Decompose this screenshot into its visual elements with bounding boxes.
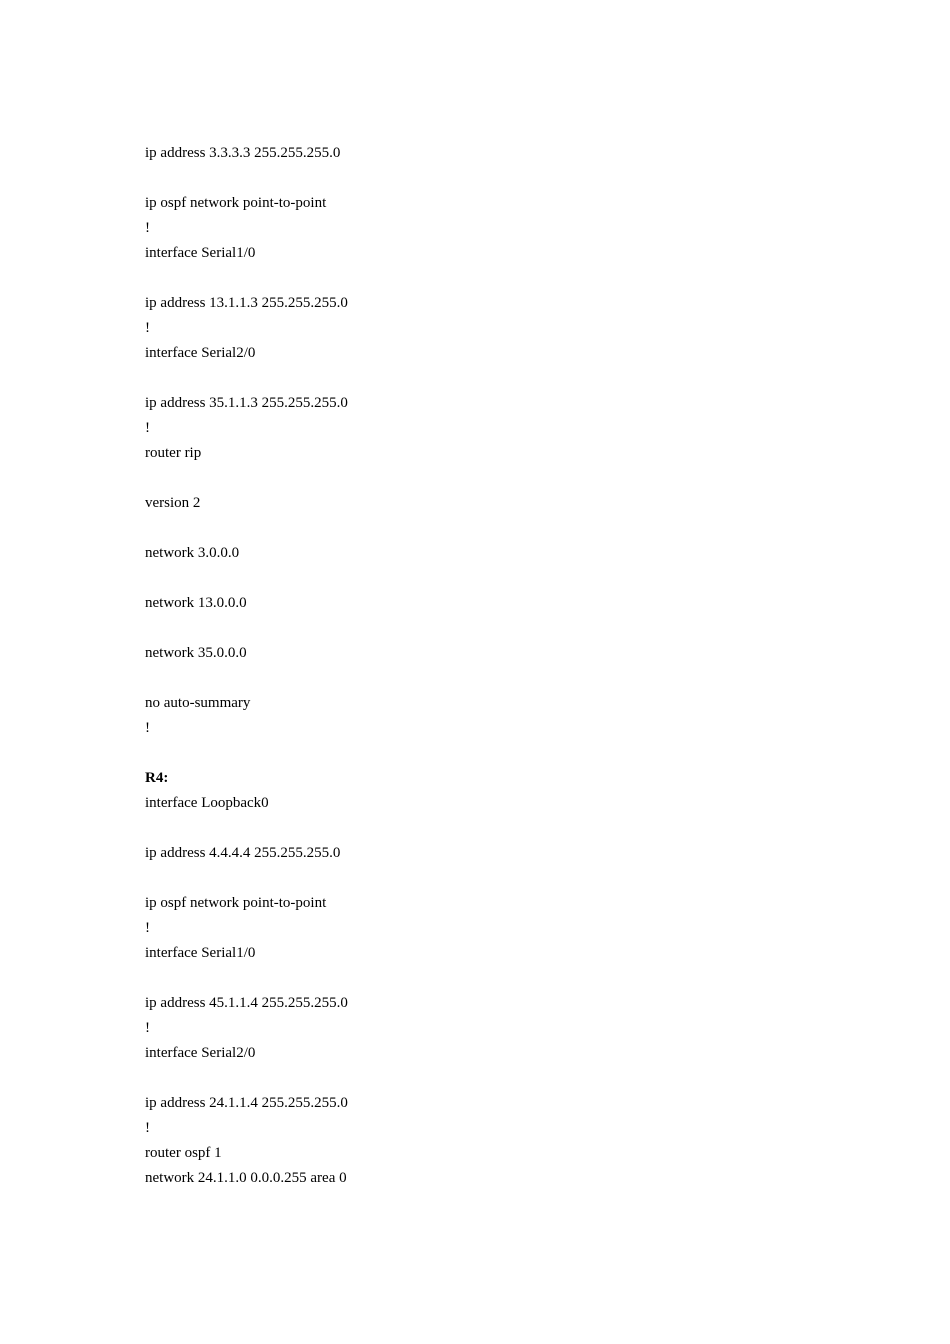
blank-line: [145, 668, 845, 693]
blank-line: [145, 518, 845, 543]
blank-line: [145, 568, 845, 593]
text-line: network 3.0.0.0: [145, 545, 240, 561]
separator-line: !: [145, 1020, 150, 1036]
text-line: ip address 13.1.1.3 255.255.255.0: [145, 295, 348, 311]
text-line: ip address 35.1.1.3 255.255.255.0: [145, 395, 348, 411]
blank-line: [145, 743, 845, 768]
text-line: ip ospf network point-to-point: [145, 195, 327, 211]
text-line: no auto-summary: [145, 695, 251, 711]
text-line: ip address 45.1.1.4 255.255.255.0: [145, 995, 348, 1011]
blank-line: [145, 168, 845, 193]
text-line: ip address 3.3.3.3 255.255.255.0: [145, 145, 341, 161]
separator-line: !: [145, 420, 150, 436]
separator-line: !: [145, 920, 150, 936]
blank-line: [145, 968, 845, 993]
text-line: interface Serial2/0: [145, 1045, 256, 1061]
text-line: ip address 24.1.1.4 255.255.255.0: [145, 1095, 348, 1111]
text-line: ip address 4.4.4.4 255.255.255.0: [145, 845, 341, 861]
text-line: network 13.0.0.0: [145, 595, 247, 611]
separator-line: !: [145, 1120, 150, 1136]
separator-line: !: [145, 220, 150, 236]
separator-line: !: [145, 720, 150, 736]
blank-line: [145, 368, 845, 393]
text-line: interface Serial2/0: [145, 345, 256, 361]
separator-line: !: [145, 320, 150, 336]
text-line: interface Serial1/0: [145, 245, 256, 261]
text-line: router ospf 1: [145, 1145, 222, 1161]
blank-line: [145, 1068, 845, 1093]
section-heading: R4:: [145, 770, 169, 786]
text-line: ip ospf network point-to-point: [145, 895, 327, 911]
text-line: interface Loopback0: [145, 795, 269, 811]
text-line: router rip: [145, 445, 202, 461]
blank-line: [145, 868, 845, 893]
blank-line: [145, 468, 845, 493]
document-body: [145, 143, 845, 1193]
text-line: network 35.0.0.0: [145, 645, 247, 661]
blank-line: [145, 818, 845, 843]
text-line: interface Serial1/0: [145, 945, 256, 961]
text-line: version 2: [145, 495, 201, 511]
blank-line: [145, 268, 845, 293]
blank-line: [145, 618, 845, 643]
text-line: network 24.1.1.0 0.0.0.255 area 0: [145, 1170, 347, 1186]
